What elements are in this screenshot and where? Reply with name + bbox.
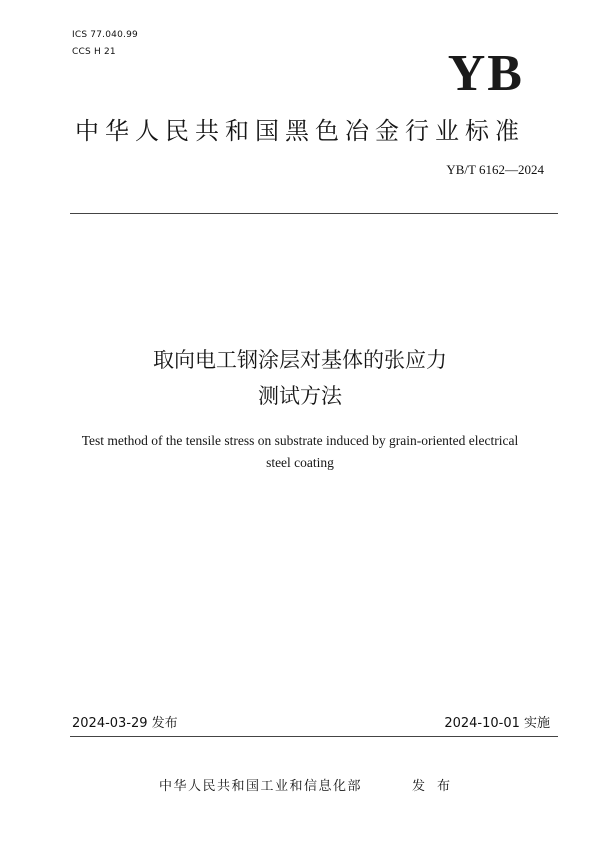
english-title-line-2: steel coating [266, 455, 334, 470]
standard-category-title: 中华人民共和国黑色冶金行业标准 [75, 117, 525, 145]
ccs-code: CCS H 21 [72, 47, 116, 57]
issuing-authority: 中华人民共和国工业和信息化部 [159, 779, 363, 794]
publish-date: 2024-03-29 发布 [72, 716, 178, 731]
standard-number: YB/T 6162—2024 [446, 162, 544, 177]
implement-date: 2024-10-01 实施 [444, 716, 550, 731]
ics-code: ICS 77.040.99 [72, 30, 138, 40]
chinese-title-line-2: 测试方法 [258, 384, 342, 408]
yb-logo: YB [447, 45, 524, 102]
chinese-title-line-1: 取向电工钢涂层对基体的张应力 [153, 348, 447, 372]
top-divider [70, 213, 558, 214]
english-title-line-1: Test method of the tensile stress on substrate induced by grain-oriented electrical [81, 433, 519, 448]
issue-label: 发布 [412, 779, 463, 794]
bottom-divider [70, 736, 558, 737]
